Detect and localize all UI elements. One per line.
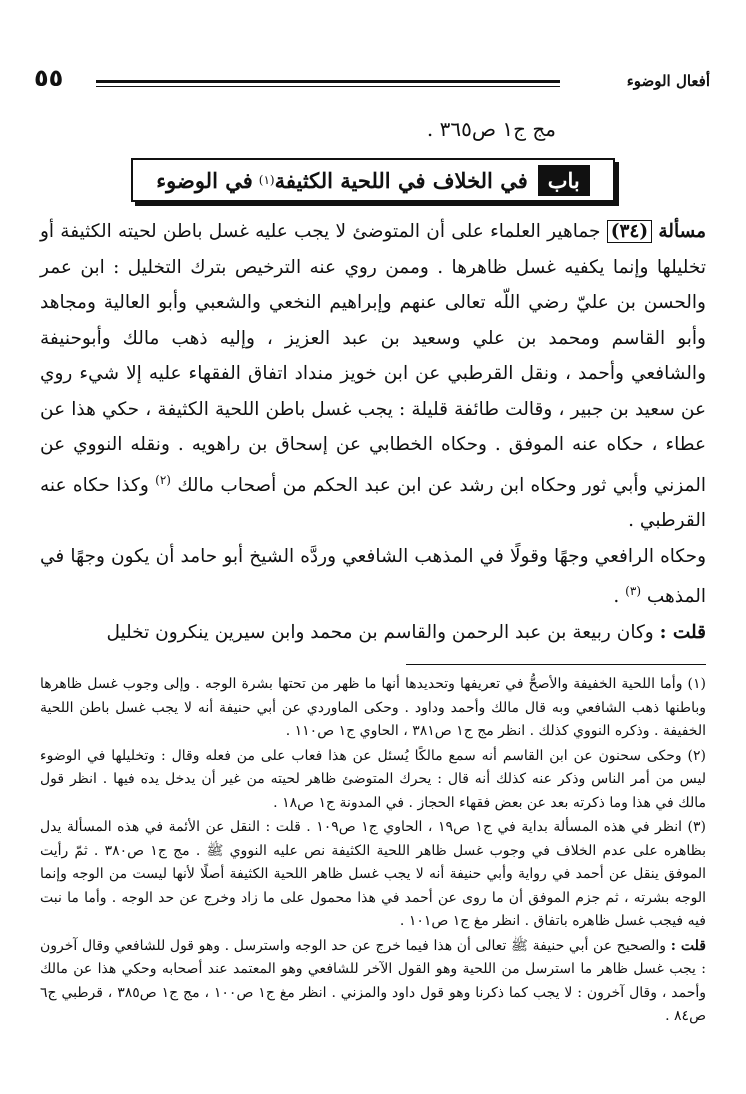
rafii-tail: . <box>613 586 620 608</box>
running-title: أفعال الوضوء <box>626 72 710 90</box>
footnote-ref-2: (٢) <box>155 472 171 487</box>
top-reference: مج ج١ ص٣٦٥ . <box>426 117 556 141</box>
footnote-qultu-label: قلت : <box>670 937 706 954</box>
masala-number: (٣٤) <box>607 220 652 243</box>
chapter-heading <box>131 158 615 202</box>
footnote-separator <box>406 664 706 665</box>
qultu-text: وكان ربيعة بن عبد الرحمن والقاسم بن محمد وابن سيرين ينكرون تخليل <box>106 621 654 643</box>
footnote-ref-3: (٣) <box>625 584 641 599</box>
page-number: ٥٥ <box>34 64 64 92</box>
chapter-title: في الخلاف في اللحية الكثيفة <box>274 167 528 193</box>
header-rule <box>96 80 560 87</box>
chapter-title-end: في الوضوء <box>156 167 253 193</box>
footnote-3-continued <box>40 935 706 1029</box>
footnote-qultu-text: والصحيح عن أبي حنيفة ﷺ تعالى أن هذا فيما خرج عن حد الوجه واسترسل . وهو قول للشافعي وقال آخرون : يجب غسل ظاهر ما استرسل من اللحية وهو القول الآخر للشافعي وهو المعتمد عند أصحابه وحكي هذا عن مالك وأحمد ، وقال آخرون : لا يجب كما ذكرنا وهو قول داود والمزني . انظر مغ ج١ ص١٠٠ ، مج ج١ ص٣٨٥ ، قرطبي ج٦ ص٨٤ . <box>40 937 706 1025</box>
qultu-label: قلت : <box>659 621 706 643</box>
page-content <box>40 108 706 1030</box>
footnote-2: (٢) وحكى سحنون عن ابن القاسم أنه سمع مالكًا يُسئل عن هذا فعاب على من فعله وقال : وتخليلها في الوضوء ليس من أمر الناس وذكر عنه كذلك أنه قال : يحرك المتوضئ ظاهر لحيته من غير أن يدخل يده فيها . انظر قول مالك في هذا وما ذكرته بعد عن بعض فقهاء الحجاز . في المدونة ج١ ص١٨ . <box>40 747 706 811</box>
page-header <box>34 62 710 98</box>
masala-tail: وكذا حكاه عنه القرطبي . <box>40 474 706 532</box>
masala-label: مسألة <box>658 221 706 242</box>
chapter-label: باب <box>538 165 590 196</box>
footnote-1: (١) وأما اللحية الخفيفة والأصحُّ في تعريفها وتحديدها أنها ما ظهر من تحتها بشرة الوجه . وإلى وجوب غسل ظاهرها وباطنها ذهب الشافعي وبه قال مالك وأحمد وداود . وحكى الماوردي عن أبي حنيفة أنه لا يجب غسل باطن اللحية الخفيفة . وذكره النووي كذلك . انظر مج ج١ ص٣٨١ ، الحاوي ج١ ص١١٠ . <box>40 676 706 740</box>
rafii-text: وحكاه الرافعي وجهًا وقولًا في المذهب الشافعي وردَّه الشيخ أبو حامد أن يكون وجهًا في المذهب <box>40 545 706 608</box>
paragraph-rafii <box>40 539 706 615</box>
chapter-footnote-ref: (١) <box>258 173 275 187</box>
paragraph-qultu <box>40 615 706 651</box>
footnote-3: (٣) انظر في هذه المسألة بداية في ج١ ص١٩ ، الحاوي ج١ ص١٠٩ . قلت : النقل عن الأئمة في هذه المسألة يدل بظاهره على عدم الخلاف في وجوب غسل ظاهر اللحية الكثيفة نص عليه النووي ﷺ . مج ج١ ص٣٨٠ . ثمّ رأيت الموفق ينقل عن أحمد في رواية وأبي حنيفة أنه لا يجب غسل ظاهر اللحية الكثيفة أصلًا لأنها ليست من الوجه وإنما الوجه بشرته ، ثم جزم الموفق أن ما روى عن أحمد في هذا محمول على ما زاد وخرج عن حد الوجه . وأما ما نبت فيه فيجب غسل ظاهره باتفاق . انظر مغ ج١ ص١٠١ . <box>40 819 706 930</box>
masala-text: جماهير العلماء على أن المتوضئ لا يجب عليه غسل باطن لحيته الكثيفة أو تخليلها وإنما يكفيه غسل ظاهرها . وممن روي عنه الترخيص بترك التخليل : ابن عمر والحسن بن عليّ رضي اللّه تعالى عنهم وإبراهيم النخعي والشعبي وأبو العالية ومجاهد وأبو القاسم ومحمد بن علي وسعيد بن عبد العزيز ، وإليه ذهب مالك وأبوحنيفة والشافعي وأحمد ، ونقل القرطبي عن ابن خويز منداد اتفاق الفقهاء عليه إلا شيء روي عن سعيد بن جبير ، وقالت طائفة قليلة : يجب غسل باطن اللحية الكثيفة ، حكي هذا عن عطاء ، حكاه عنه الموفق . وحكاه الخطابي عن إسحاق بن راهويه . ونقله النووي عن المزني وأبي ثور وحكاه ابن رشد عن ابن عبد الحكم من أصحاب مالك <box>40 221 706 496</box>
paragraph-masala <box>40 214 706 539</box>
